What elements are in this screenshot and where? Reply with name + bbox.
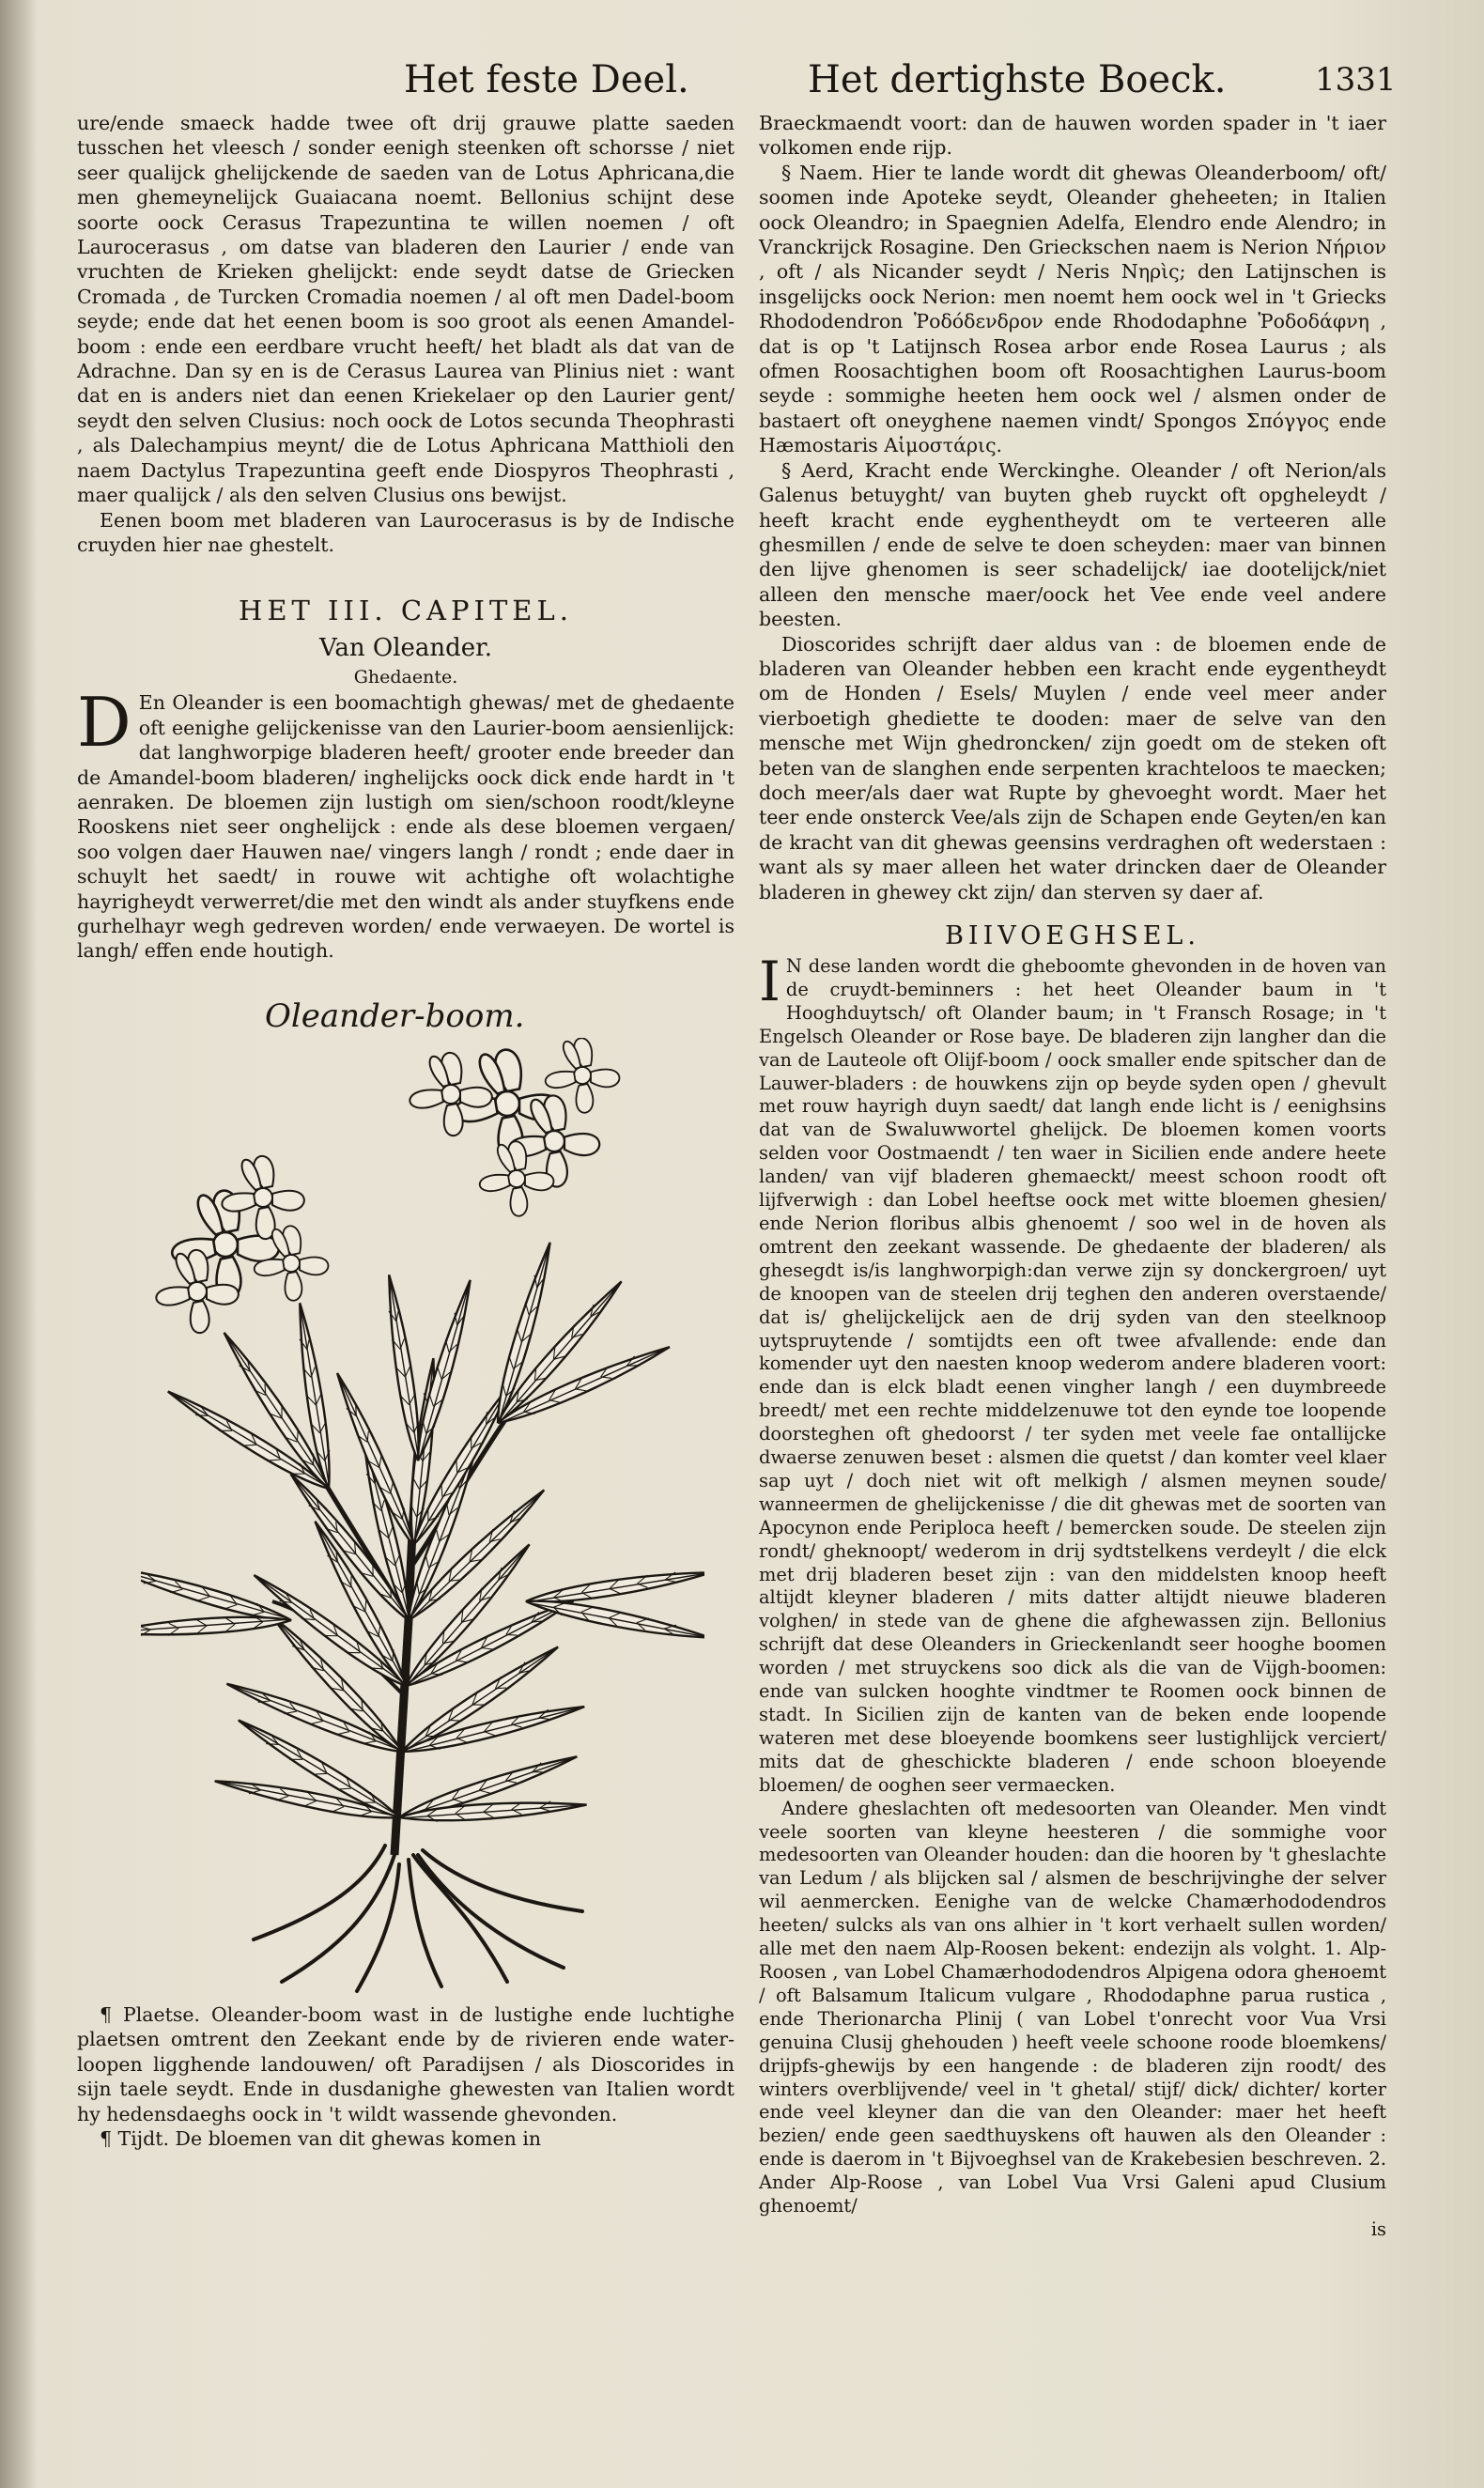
left-column-bottom — [77, 2002, 734, 2151]
catchword: is — [1370, 2218, 1386, 2240]
page-number: 1331 — [1315, 61, 1397, 99]
oleander-woodcut-illustration — [141, 1038, 704, 1996]
paragraph: ure/ende smaeck hadde twee oft drij grauwe platte saeden tusschen het vleesch / sonder eenigh steenken oft schorsse / niet seer qualijck ghelijckende de saeden van de Lotus Aphricana,die men ghemeynelijck Guaiacana noemt. Bellonius schijnt dese soorte oock Cerasus Trapezuntina te willen noemen / oft Laurocerasus , om datse van bladeren den Laurier / ende van vruchten de Krieken ghelijckt: ende seydt datse de Griecken Cromada , de Turcken Cromadia noemen / al oft men Dadel-boom seyde; ende dat het eenen boom is soo groot als eenen Amandel-boom : ende een eerdbare vrucht heeft/ het bladt als dat van de Adrachne. Dan sy en is de Cerasus Laurea van Plinius niet : want dat en is anders niet dan eenen Kriekelaer op den Laurier gent/ seydt den selven Clusius: noch oock de Lotos secunda Theophrasti , als Dalechampius meynt/ die de Lotus Aphricana Matthioli den naem Dactylus Trapezuntina geeft ende Diospyros Theophrasti , maer qualijck / als den selven Clusius ons bewijst. — [77, 112, 734, 507]
left-column — [77, 111, 734, 1035]
andere-paragraph: Andere gheslachten oft medesoorten van Oleander. Men vindt veele soorten van kleyne heesteren / die sommighe voor medesoorten van Oleander houden: dan die hooren by 't gheslachte van Ledum / als blijcken sal / alsmen de beschrijvinghe der selver wil aenmercken. Eenighe van de welcke Chamærhododendros heeten/ sulcks als van ons alhier in 't kort verhaelt sullen worden/ alle met den naem Alp-Roosen bekent: endezijn als volght. 1. Alp-Roosen , van Lobel Chamærhododendros Alpigena odora gheноemt / oft Balsamum Italicum vulgare , Rhododaphne parua rustica , ende Therionarcha Plinij ( van Lobel t'onrecht voor Vua Vrsi genuina Clusij ghehouden ) heeft veele schoone roode bloemkens/ drijpfs-ghewijs by een hangende : de bladeren zijn roodt/ des winters overblijvende/ veel in 't ghetal/ stijf/ dick/ dichter/ korter ende veel kleyner dan die van den Oleander: maer het heeft bezien/ ende geen saedthuyskens oft hauwen als den Oleander : ende is daerom in 't Bijvoeghsel van de Krakebesien beschreven. 2. Ander Alp-Roose , van Lobel Vua Vrsi Galeni apud Clusium ghenoemt/ — [759, 1797, 1386, 2218]
bijvoeghsel-text: N dese landen wordt die gheboomte ghevonden in de hoven van de cruydt-beminners : het heet Oleander baum in 't Hooghduytsch/ oft Olander baum; in 't Fransch Rosage; in 't Engelsch Oleander or Rose baye. De bladeren zijn langher dan die van de Lauteole oft Olijf-boom / oock smaller ende spitscher dan de Lauwer-bladers : de houwkens zijn op beyde syden open / ghevult met rouw hayrigh duyn saedt/ dat langh ende licht is / eenighsins dat van de Swaluwwortel ghelijck. De bloemen komen voorts selden voor Oostmaendt / ten waer in Sicilien ende andere heete landen/ van vijf bladeren ghemaeckt/ meest schoon roodt oft lijfverwigh : dan Lobel heeftse oock met witte bloemen ghesien/ ende Nerion floribus albis ghenoemt / soo wel in de hoven als omtrent den zeekant wassende. De ghedaente der bladeren/ als ghesegdt is/is langhworpigh:dan verwe zijn sy donckergroen/ uyt de knoopen van de steelen drij teghen den anderen overstaende/ dat is/ ghelijckelijck aen de drij syden van den steelknoop uytspruytende / somtijdts een oft twee afvallende: ende dan komender uyt den naesten knoop wederom andere bladeren voort: ende dan is elck bladt eenen vingher langh / een duymbreede breedt/ met een rechte middelzenuwe tot den eynde toe loopende doorsteghen oft ghedoorst / ter syden met veele fae ontallijcke dwaerse zenuwen beset : alsmen die quetst / dan komter veel klaer sap uyt / doch niet wit oft melkigh / alsmen meynen soude/ wanneermen de ghelijckenisse / die dit ghewas met de soorten van Apocynon ende Periploca heeft / bemercken soude. De steelen zijn rondt/ gheknoopt/ wederom in drij sydtstelkens verdeylt / die elck met drij bladeren beset zijn : van den middelsten knoop heeft altijdt kleyner bladeren / mits datter altijdt nieuwe bladeren volghen/ in stede van de ghene die afghewassen zijn. Bellonius schrijft dat dese Oleanders in Grieckenlandt seer hooghe boomen worden / met struyckens soo dick als die van de Vijgh-boomen: ende van sulcken hooghte vindtmer te Roomen oock binnen de stadt. In Sicilien zijn de kanten van de beken ende loopende wateren met dese bloeyende boomkens seer lustighlijck verciert/ mits dat de gheschickte bladeren / ende schoon bloeyende bloemen/ de ooghen seer vermaecken. — [759, 955, 1386, 1796]
paragraph: Eenen boom met bladeren van Laurocerasus is by de Indische cruyden hier nae ghestelt. — [77, 508, 734, 556]
ghedaente-paragraph — [77, 683, 734, 963]
drop-cap: D — [77, 683, 131, 763]
plaetse-paragraph: ¶ Plaetse. Oleander-boom wast in de lustighe ende luchtighe plaetsen omtrent den Zeekant ende by de rivieren ende water-loopen ligghende landouwen/ oft Paradijsen / als Dioscorides in sijn taele seydt. Ende in dusdanighe ghewesten van Italien wordt hy hedensdaeghs oock in 't wildt wassende ghevonden. — [77, 2003, 734, 2125]
paragraph: Braeckmaendt voort: dan de hauwen worden spader in 't iaer volkomen ende rijp. — [759, 112, 1386, 160]
ghedaente-text: En Oleander is een boomachtigh ghewas/ met de ghedaente oft eenighe gelijckenisse van den Laurier-boom aensienlijck: dat langhworpige bladeren heeft/ grooter ende breeder dan de Amandel-boom bladeren/ inghelijcks oock dick ende hardt in 't aenraken. De bloemen zijn lustigh om sien/schoon roodt/kleyne Rooskens niet seer onghelijck : ende als dese bloemen vergaen/ soo volgen daer Hauwen nae/ vingers langh / rondt ; ende daer in schuylt het saedt/ in rouwe wit achtighe oft wolachtighe hayrigheydt verwerret/die met den windt als ander stuyfkens ende gurhelhayr wegh gedreven worden/ ende verwaeyen. De wortel is langh/ effen ende houtigh. — [77, 691, 734, 963]
right-column — [759, 111, 1386, 2242]
gutter-shadow — [0, 0, 38, 2488]
aerd-paragraph: § Aerd, Kracht ende Werckinghe. Oleander / oft Nerion/als Galenus betuyght/ van buyten gheb ruyckt oft opgheleydt / heeft kracht ende eyghentheydt om te verteeren alle ghesmillen / ende de selve te doen scheyden: maer van binnen den lijve ghenomen is seer schadelijck/ iae dootelijck/niet alleen den mensche maer/oock het Vee ende veel andere beesten. — [759, 458, 1386, 631]
running-head-left: Het feste Deel. — [404, 58, 689, 101]
naem-paragraph: § Naem. Hier te lande wordt dit ghewas Oleanderboom/ oft/ soomen inde Apoteke seydt, Oleander gheheeten; in Italien oock Oleandro; in Spaegnien Adelfa, Elendro ende Alendro; in Vranckrijck Rosagine. Den Grieckschen naem is Nerion Νήριον , oft / als Nicander seydt / Neris Νηρὶς; den Latijnschen is insgelijcks oock Nerion: men noemt hem oock wel in 't Griecks Rhododendron Ῥοδόδενδρον ende Rhododaphne Ῥοδοδάφνη , dat is op 't Latijnsch Rosea arbor ende Rosea Laurus ; als ofmen Roosachtighen boom oft Roosachtighen Laurus-boom seyde : sommighe heeten hem oock wel / alsmen onder de bastaert oft oneyghene naemen vindt/ Spongos Σπόγγος ende Hæmostaris Αἱμοστάρις. — [759, 161, 1386, 457]
bijvoeghsel-paragraph — [759, 950, 1386, 1798]
drop-cap: I — [759, 950, 781, 1013]
tijdt-paragraph: ¶ Tijdt. De bloemen van dit ghewas komen in — [100, 2127, 542, 2151]
section-heading: Ghedaente. — [353, 667, 458, 688]
bijvoeghsel-heading: BIIVOEGHSEL. — [945, 921, 1200, 950]
dioscorides-paragraph: Dioscorides schrijft daer aldus van : de bloemen ende de bladeren van Oleander hebben een kracht ende eygentheydt om de Honden / Esels/ Muylen / ende veel meer ander vierboetigh ghediette te dooden: maer de selve van den mensche met Wijn ghedroncken/ zijn goedt om de steken oft beten van de slanghen ende serpenten krachteloos te maecken; doch meer/als daer wat Rupte by ghevoeght wordt. Maer het teer ende onsterck Vee/als zijn de Schapen ende Geyten/en kan de kracht van dit ghewas geensins verdraghen oft wederstaen : want als sy maer alleen het water drincken daer de Oleander bladeren in ghewey ckt zijn/ dan sterven sy daer af. — [759, 632, 1386, 904]
chapter-title: HET III. CAPITEL. — [239, 595, 573, 627]
chapter-subtitle: Van Oleander. — [318, 634, 493, 663]
running-head-right: Het dertighste Boeck. — [808, 58, 1227, 101]
illustration-caption: Oleander-boom. — [265, 997, 525, 1035]
